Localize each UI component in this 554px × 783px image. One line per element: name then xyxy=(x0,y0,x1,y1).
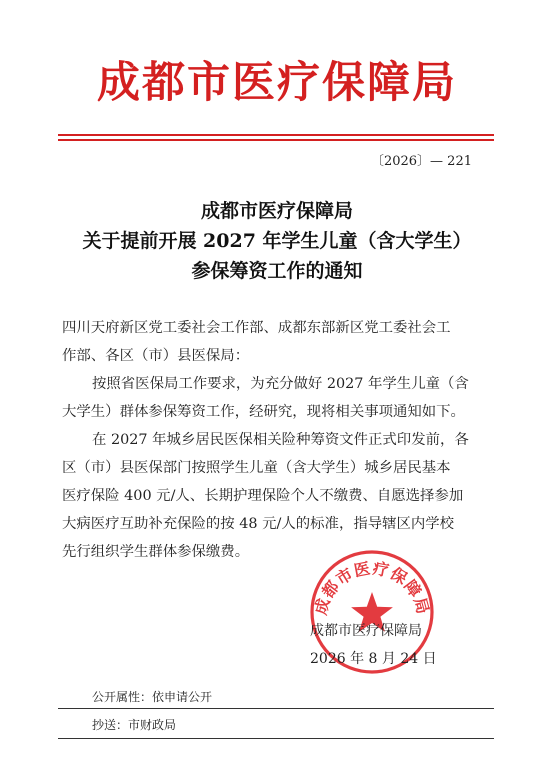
signature-date: 2026 年 8 月 24 日 xyxy=(310,651,437,667)
paragraph-2-line-4: 大病医疗互助补充保险的按 48 元/人的标准，指导辖区内学校 xyxy=(62,516,455,532)
footer-bottom-rule xyxy=(58,738,494,739)
paragraph-2-line-5: 先行组织学生群体参保缴费。 xyxy=(62,544,250,560)
masthead-red-rule-bottom xyxy=(58,139,494,141)
title-line-2: 关于提前开展 2027 年学生儿童（含大学生） xyxy=(82,230,472,252)
footer-publicity: 公开属性：依申请公开 xyxy=(92,690,213,704)
addressee-line-2: 作部、各区（市）县医保局： xyxy=(62,348,250,364)
masthead-red-rule-top xyxy=(58,134,494,136)
seal-text: 成都市医疗保障局 xyxy=(310,558,434,617)
signature-issuer: 成都市医疗保障局 xyxy=(310,623,422,639)
title-line-1: 成都市医疗保障局 xyxy=(200,200,353,222)
paragraph-2-line-2: 区（市）县医保部门按照学生儿童（含大学生）城乡居民基本 xyxy=(62,460,451,476)
footer-cc: 抄送：市财政局 xyxy=(92,718,177,732)
paragraph-1-line-2: 大学生）群体参保筹资工作，经研究，现将相关事项通知如下。 xyxy=(62,404,465,420)
masthead: 成都市医疗保障局 xyxy=(97,58,457,108)
paragraph-1-line-1: 按照省医保局工作要求，为充分做好 2027 年学生儿童（含 xyxy=(92,376,469,392)
footer-divider xyxy=(58,708,494,709)
paragraph-2-line-1: 在 2027 年城乡居民医保相关险种筹资文件正式印发前，各 xyxy=(92,432,469,448)
document-number: 〔2026〕— 221 xyxy=(370,154,472,169)
paragraph-2-line-3: 医疗保险 400 元/人、长期护理保险个人不缴费、自愿选择参加 xyxy=(62,488,464,504)
title-line-3: 参保筹资工作的通知 xyxy=(191,260,363,282)
addressee-line-1: 四川天府新区党工委社会工作部、成都东部新区党工委社会工 xyxy=(62,320,451,336)
